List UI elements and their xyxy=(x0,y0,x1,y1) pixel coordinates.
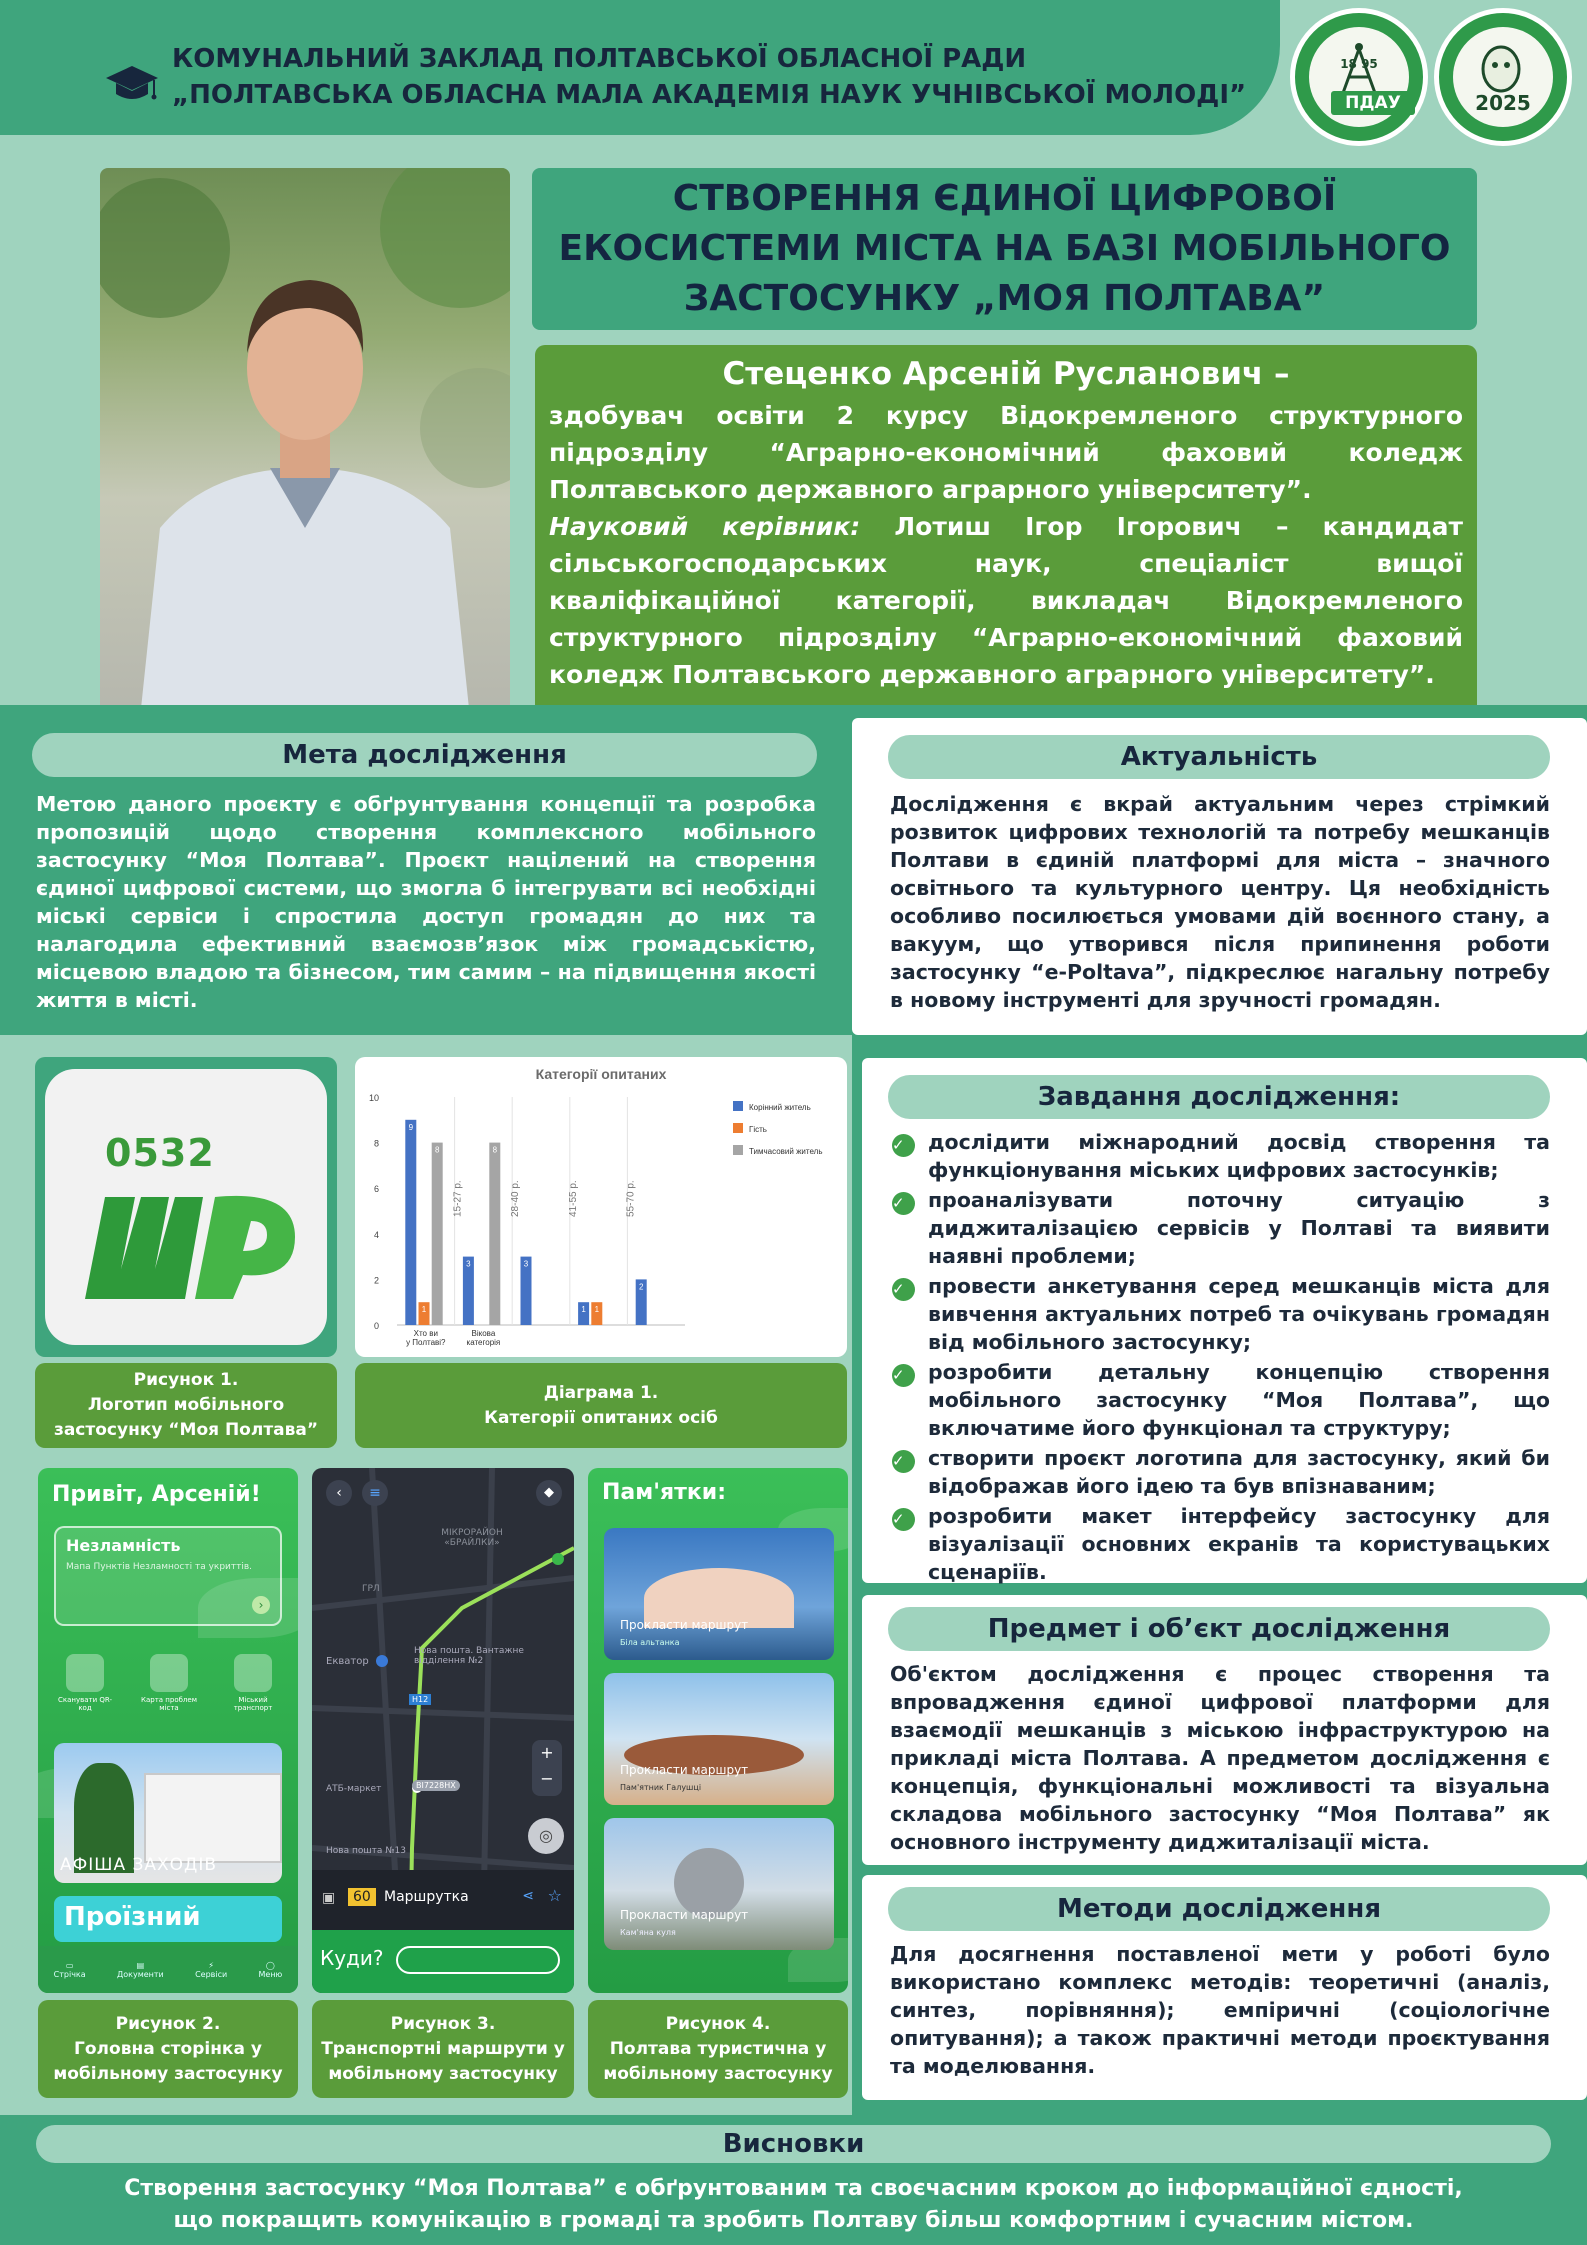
tile-problems-map[interactable]: Карта проблем міста xyxy=(138,1654,200,1712)
profile-icon: ◯ xyxy=(265,1960,275,1970)
phone-tourism-screen xyxy=(588,1468,848,1993)
legend-swatch xyxy=(733,1101,743,1111)
share-icon[interactable]: ⋖ xyxy=(522,1888,534,1904)
subject-title: Предмет і об’єкт дослідження xyxy=(888,1607,1550,1651)
logo-year: 18 95 xyxy=(1340,57,1378,71)
author-description: здобувач освіти 2 курсу Відокремленого структурного підрозділу “Аграрно-економічний фаховий коледж Полтавського державного аграрного університету”. xyxy=(549,401,1463,504)
student-society-logo xyxy=(1434,8,1572,146)
conclusions-line-1: Створення застосунку “Моя Полтава” є обґрунтованим та своєчасним кроком до інформаційної єдності, xyxy=(124,2176,1463,2201)
conclusions-line-2: що покращить комунікацію в громаді та зробить Полтаву більш комфортним і сучасним містом. xyxy=(173,2208,1414,2233)
task-item: ✓ розробити макет інтерфейсу застосунку для візуалізації основних екранів та користувацьких сценаріїв. xyxy=(892,1504,1550,1584)
graduation-cap-icon xyxy=(104,60,160,106)
figure3-caption: Рисунок 3. Транспортні маршрути у мобільному застосунку xyxy=(312,2000,574,2098)
legend-label: Тимчасовий житель xyxy=(749,1147,823,1156)
phone-transport-screen xyxy=(312,1468,574,1993)
route-label-1: Прокласти маршрут xyxy=(620,1618,749,1632)
place-2: Пам'ятник Галушці xyxy=(620,1783,702,1792)
check-icon: ✓ xyxy=(892,1278,915,1301)
feed-icon: ▭ xyxy=(65,1960,74,1970)
sight-card-1[interactable] xyxy=(604,1528,834,1660)
route-number: 60 xyxy=(348,1888,376,1906)
bar-value-label: 1 xyxy=(594,1305,600,1315)
nav-feed[interactable]: ▭ Стрічка xyxy=(53,1960,86,1979)
resilience-card[interactable] xyxy=(54,1526,282,1626)
conclusions-title: Висновки xyxy=(36,2125,1551,2163)
task-item: ✓ провести анкетування серед мешканців міста для вивчення актуальних потреб та очікувань громадян від мобільного застосунку; xyxy=(892,1274,1550,1354)
road-badge: Н12 xyxy=(409,1694,431,1705)
y-tick-label: 10 xyxy=(368,1093,379,1103)
map-label-ekvator: Екватор xyxy=(326,1656,369,1667)
bar-value-label: 2 xyxy=(638,1282,644,1292)
map-label-np13: Нова пошта №13 xyxy=(326,1846,407,1856)
bar xyxy=(432,1143,443,1325)
app-logo xyxy=(45,1069,327,1345)
age-group-label: 55-70 р. xyxy=(625,1180,637,1217)
logo-label: ПДАУ xyxy=(1331,91,1415,115)
chart-panel xyxy=(355,1057,847,1357)
route-label-2: Прокласти маршрут xyxy=(620,1763,749,1777)
tile-transport[interactable]: Міський транспорт xyxy=(222,1654,284,1712)
nav-documents[interactable]: ▤ Документи xyxy=(116,1960,164,1979)
document-icon: ▤ xyxy=(136,1960,145,1970)
check-icon: ✓ xyxy=(892,1508,915,1531)
figure1-frame xyxy=(35,1057,337,1357)
poster-title: СТВОРЕННЯ ЄДИНОЇ ЦИФРОВОЇ ЕКОСИСТЕМИ МІСТА НА БАЗІ МОБІЛЬНОГО ЗАСТОСУНКУ „МОЯ ПОЛТАВА” xyxy=(558,178,1451,319)
tasks-list xyxy=(892,1128,1550,1586)
back-icon[interactable]: ‹ xyxy=(326,1480,352,1506)
bar xyxy=(405,1120,416,1325)
zoom-controls[interactable]: + − xyxy=(532,1740,562,1796)
phone-home-screen xyxy=(38,1468,298,1993)
y-tick-label: 8 xyxy=(373,1138,379,1149)
check-icon: ✓ xyxy=(892,1364,915,1387)
route-bar[interactable] xyxy=(312,1870,574,1930)
events-label: АФІША ЗАХОДІВ xyxy=(60,1855,218,1875)
card-title: Незламність xyxy=(66,1536,181,1555)
age-group-label: 28-40 р. xyxy=(510,1180,522,1217)
relevance-text: Дослідження є вкрай актуальним через стрімкий розвиток цифрових технологій та потребу мешканців Полтави в єдиній платформі для міста – значного освітнього та культурного центру. Ця необхідність особливо посилюється умовами дій воєнного стану, а вакуум, що утворився після припинення роботи застосунку “e-Poltava”, підкреслює нагальну потребу в новому інструменті для зручності громадян. xyxy=(890,792,1550,1012)
author-photo xyxy=(100,168,510,718)
bar-value-label: 3 xyxy=(523,1259,529,1269)
place-1: Біла альтанка xyxy=(620,1638,680,1647)
relevance-title: Актуальність xyxy=(888,735,1550,779)
events-card[interactable] xyxy=(54,1743,282,1883)
map-label-atb: АТБ-маркет xyxy=(326,1784,382,1794)
bar-value-label: 8 xyxy=(434,1145,440,1155)
greeting: Привіт, Арсеній! xyxy=(52,1482,261,1507)
header-line-2: „ПОЛТАВСЬКА ОБЛАСНА МАЛА АКАДЕМІЯ НАУК УЧНІВСЬКОЇ МОЛОДІ” xyxy=(172,80,1247,110)
university-logo xyxy=(1290,8,1428,146)
bus-icon: ▣ xyxy=(322,1890,336,1906)
bar-value-label: 3 xyxy=(466,1259,471,1269)
route-label-3: Прокласти маршрут xyxy=(620,1908,749,1922)
bar-chart xyxy=(355,1057,847,1357)
author-box xyxy=(535,345,1477,719)
map-label-np2: Нова пошта. Вантажне відділення №2 xyxy=(414,1646,524,1666)
bar-value-label: 9 xyxy=(408,1122,414,1132)
bar-value-label: 1 xyxy=(581,1305,586,1315)
goal-text: Метою даного проєкту є обґрунтування концепції та розробка пропозицій щодо створення комплексного мобільного застосунку “Моя Полтава”. Проєкт націлений на створення єдиної цифрової системи, що змогла б інтегрувати всі необхідні міські сервіси і спростила доступ громадян до них та налагодила ефективний взаємозв’язок між громадськістю, місцевою владою та бізнесом, тим самим – на підвищення якості життя в місті. xyxy=(36,792,816,1012)
x-tick-label: Вікова категорія xyxy=(466,1329,501,1347)
menu-icon[interactable]: ≡ xyxy=(362,1480,388,1506)
bottom-nav xyxy=(38,1946,298,1993)
supervisor-label: Науковий керівник: xyxy=(549,512,861,541)
methods-title: Методи дослідження xyxy=(888,1887,1550,1931)
tile-qr[interactable]: Сканувати QR-код xyxy=(54,1654,116,1712)
chart-caption: Діаграма 1. Категорії опитаних осіб xyxy=(355,1363,847,1448)
bar xyxy=(489,1143,500,1325)
map-label-grl: ГРЛ xyxy=(362,1584,380,1594)
goal-title: Мета дослідження xyxy=(32,733,817,777)
y-tick-label: 0 xyxy=(373,1321,379,1331)
services-icon: ⚡ xyxy=(208,1960,214,1970)
app-logo-text: 0532 xyxy=(105,1131,215,1175)
header-line-1: КОМУНАЛЬНИЙ ЗАКЛАД ПОЛТАВСЬКОЇ ОБЛАСНОЇ РАДИ xyxy=(172,44,1027,74)
pass-label: Проїзний xyxy=(64,1902,201,1932)
supervisor-paragraph xyxy=(549,508,1463,693)
figure4-caption: Рисунок 4. Полтава туристична у мобільному застосунку xyxy=(588,2000,848,2098)
map-district: МІКРОРАЙОН «БРАЙЛКИ» xyxy=(441,1528,503,1548)
methods-text: Для досягнення поставленої мети у роботі було використано комплекс методів: теоретичні (аналіз, синтез, порівняння); емпіричні (соціологічне опитування); а також практичні методи проєктування та моделювання. xyxy=(890,1942,1550,2078)
check-icon: ✓ xyxy=(892,1134,915,1157)
figure2-caption: Рисунок 2. Головна сторінка у мобільному застосунку xyxy=(38,2000,298,2098)
tasks-title: Завдання дослідження: xyxy=(888,1075,1550,1119)
subject-text: Об'єктом дослідження є процес створення та впровадження єдиної цифрової платформи для взаємодії мешканців з міською інфраструктурою на прикладі міста Полтава. А предметом дослідження є концепція, функціональні можливості та візуальна складова мобільного застосунку “Моя Полтава” як основного інструменту диджиталізації міста. xyxy=(890,1662,1550,1854)
check-icon: ✓ xyxy=(892,1450,915,1473)
legend-swatch xyxy=(733,1145,743,1155)
title-box xyxy=(532,168,1477,330)
destination-input[interactable] xyxy=(396,1946,560,1974)
legend-label: Корінний житель xyxy=(749,1103,811,1112)
task-item: ✓ дослідити міжнародний досвід створення та функціонування міських цифрових застосунків; xyxy=(892,1130,1550,1182)
pass-card[interactable] xyxy=(54,1896,282,1942)
where-label: Куди? xyxy=(320,1946,384,1970)
locate-icon[interactable]: ◎ xyxy=(528,1818,564,1854)
y-tick-label: 4 xyxy=(373,1229,379,1240)
sight-card-2[interactable] xyxy=(604,1673,834,1805)
task-item: ✓ створити проєкт логотипа для застосунку, який би відображав його ідею та був впізнаваним; xyxy=(892,1446,1550,1498)
supervisor-text: Лотиш Ігор Ігорович – кандидат сільськогосподарських наук, спеціаліст вищої кваліфікаційної категорії, викладач Відокремленого структурного підрозділу “Аграрно-економічний фаховий коледж Полтавського державного аграрного університету”. xyxy=(549,512,1463,689)
x-tick-label: Хто ви у Полтаві? xyxy=(406,1329,446,1347)
sights-title: Пам'ятки: xyxy=(602,1480,726,1505)
age-group-label: 41-55 р. xyxy=(567,1180,579,1217)
place-3: Кам'яна куля xyxy=(620,1928,676,1937)
bus-plate: ВІ7228НХ xyxy=(412,1780,460,1791)
nav-menu[interactable]: ◯ Меню xyxy=(258,1960,283,1979)
arrow-icon: › xyxy=(252,1596,270,1614)
age-group-label: 15-27 р. xyxy=(452,1180,464,1217)
chart-title: Категорії опитаних xyxy=(535,1066,667,1082)
bar-value-label: 8 xyxy=(492,1145,498,1155)
mp-logo-icon xyxy=(45,1069,327,1345)
nav-services[interactable]: ⚡ Сервіси xyxy=(195,1960,228,1979)
star-icon[interactable]: ☆ xyxy=(547,1886,562,1905)
task-item: ✓ розробити детальну концепцію створення мобільного застосунку “Моя Полтава”, що включатиме його функціонал та структуру; xyxy=(892,1360,1550,1440)
figure1-caption: Рисунок 1. Логотип мобільного застосунку “Моя Полтава” xyxy=(35,1363,337,1448)
logo-year-2025: 2025 xyxy=(1475,91,1531,115)
author-name: Стеценко Арсеній Русланович – xyxy=(722,356,1290,392)
route-name: Маршрутка xyxy=(384,1889,469,1905)
destination-bar xyxy=(312,1930,574,1993)
service-tiles xyxy=(54,1654,284,1712)
legend-label: Гість xyxy=(749,1125,767,1134)
y-tick-label: 6 xyxy=(373,1184,379,1195)
check-icon: ✓ xyxy=(892,1192,915,1215)
card-subtitle: Мапа Пунктів Незламності та укриттів. xyxy=(66,1562,253,1572)
y-tick-label: 2 xyxy=(373,1275,379,1286)
layers-icon[interactable]: ◆ xyxy=(536,1480,562,1506)
bar-value-label: 1 xyxy=(421,1305,427,1315)
task-item: ✓ проаналізувати поточну ситуацію з диджиталізацією сервісів у Полтаві та виявити наявні проблеми; xyxy=(892,1188,1550,1268)
sight-card-3[interactable] xyxy=(604,1818,834,1950)
person-illustration xyxy=(100,168,510,718)
legend-swatch xyxy=(733,1123,743,1133)
